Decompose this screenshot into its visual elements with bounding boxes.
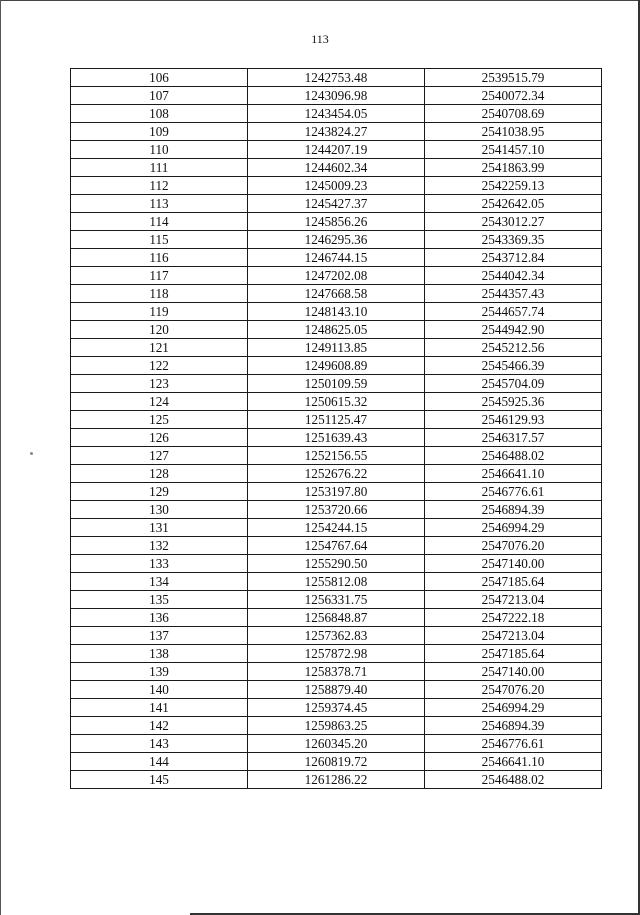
x-coordinate-cell: 1249113.85 xyxy=(248,339,425,357)
x-coordinate-cell: 1248625.05 xyxy=(248,321,425,339)
x-coordinate-cell: 1260819.72 xyxy=(248,753,425,771)
y-coordinate-cell: 2546776.61 xyxy=(425,735,602,753)
table-row xyxy=(71,339,602,357)
table-row xyxy=(71,717,602,735)
y-coordinate-cell: 2547140.00 xyxy=(425,555,602,573)
y-coordinate-cell: 2547213.04 xyxy=(425,591,602,609)
y-coordinate-cell: 2544042.34 xyxy=(425,267,602,285)
table-row xyxy=(71,285,602,303)
point-number-cell: 129 xyxy=(71,483,248,501)
point-number-cell: 122 xyxy=(71,357,248,375)
x-coordinate-cell: 1256331.75 xyxy=(248,591,425,609)
x-coordinate-cell: 1258879.40 xyxy=(248,681,425,699)
x-coordinate-cell: 1261286.22 xyxy=(248,771,425,789)
y-coordinate-cell: 2544942.90 xyxy=(425,321,602,339)
x-coordinate-cell: 1251639.43 xyxy=(248,429,425,447)
x-coordinate-cell: 1247202.08 xyxy=(248,267,425,285)
table-row xyxy=(71,699,602,717)
table-row xyxy=(71,663,602,681)
point-number-cell: 136 xyxy=(71,609,248,627)
point-number-cell: 109 xyxy=(71,123,248,141)
y-coordinate-cell: 2547185.64 xyxy=(425,645,602,663)
y-coordinate-cell: 2546894.39 xyxy=(425,717,602,735)
table-row xyxy=(71,411,602,429)
table-row xyxy=(71,537,602,555)
x-coordinate-cell: 1243824.27 xyxy=(248,123,425,141)
x-coordinate-cell: 1254767.64 xyxy=(248,537,425,555)
y-coordinate-cell: 2546641.10 xyxy=(425,465,602,483)
table-row xyxy=(71,753,602,771)
x-coordinate-cell: 1255812.08 xyxy=(248,573,425,591)
x-coordinate-cell: 1251125.47 xyxy=(248,411,425,429)
point-number-cell: 134 xyxy=(71,573,248,591)
table-row xyxy=(71,213,602,231)
y-coordinate-cell: 2547076.20 xyxy=(425,537,602,555)
y-coordinate-cell: 2546488.02 xyxy=(425,771,602,789)
point-number-cell: 128 xyxy=(71,465,248,483)
x-coordinate-cell: 1258378.71 xyxy=(248,663,425,681)
x-coordinate-cell: 1252676.22 xyxy=(248,465,425,483)
y-coordinate-cell: 2541038.95 xyxy=(425,123,602,141)
table-row xyxy=(71,645,602,663)
x-coordinate-cell: 1259863.25 xyxy=(248,717,425,735)
table-row xyxy=(71,87,602,105)
table-row xyxy=(71,627,602,645)
coordinates-table-body xyxy=(71,69,602,789)
x-coordinate-cell: 1260345.20 xyxy=(248,735,425,753)
table-row xyxy=(71,591,602,609)
page-border-left xyxy=(0,0,1,915)
x-coordinate-cell: 1244207.19 xyxy=(248,141,425,159)
y-coordinate-cell: 2545466.39 xyxy=(425,357,602,375)
x-coordinate-cell: 1257872.98 xyxy=(248,645,425,663)
table-row xyxy=(71,177,602,195)
x-coordinate-cell: 1248143.10 xyxy=(248,303,425,321)
point-number-cell: 108 xyxy=(71,105,248,123)
y-coordinate-cell: 2542259.13 xyxy=(425,177,602,195)
y-coordinate-cell: 2547185.64 xyxy=(425,573,602,591)
table-row xyxy=(71,501,602,519)
point-number-cell: 113 xyxy=(71,195,248,213)
point-number-cell: 125 xyxy=(71,411,248,429)
y-coordinate-cell: 2546129.93 xyxy=(425,411,602,429)
y-coordinate-cell: 2545925.36 xyxy=(425,393,602,411)
y-coordinate-cell: 2544657.74 xyxy=(425,303,602,321)
table-row xyxy=(71,573,602,591)
point-number-cell: 135 xyxy=(71,591,248,609)
y-coordinate-cell: 2545212.56 xyxy=(425,339,602,357)
table-row xyxy=(71,105,602,123)
point-number-cell: 133 xyxy=(71,555,248,573)
point-number-cell: 115 xyxy=(71,231,248,249)
x-coordinate-cell: 1244602.34 xyxy=(248,159,425,177)
y-coordinate-cell: 2543012.27 xyxy=(425,213,602,231)
coordinates-table xyxy=(70,68,602,789)
point-number-cell: 120 xyxy=(71,321,248,339)
point-number-cell: 116 xyxy=(71,249,248,267)
x-coordinate-cell: 1257362.83 xyxy=(248,627,425,645)
y-coordinate-cell: 2541457.10 xyxy=(425,141,602,159)
x-coordinate-cell: 1243096.98 xyxy=(248,87,425,105)
point-number-cell: 137 xyxy=(71,627,248,645)
point-number-cell: 123 xyxy=(71,375,248,393)
point-number-cell: 121 xyxy=(71,339,248,357)
y-coordinate-cell: 2546488.02 xyxy=(425,447,602,465)
x-coordinate-cell: 1256848.87 xyxy=(248,609,425,627)
y-coordinate-cell: 2545704.09 xyxy=(425,375,602,393)
y-coordinate-cell: 2547222.18 xyxy=(425,609,602,627)
table-row xyxy=(71,429,602,447)
point-number-cell: 140 xyxy=(71,681,248,699)
table-row xyxy=(71,231,602,249)
point-number-cell: 107 xyxy=(71,87,248,105)
y-coordinate-cell: 2540072.34 xyxy=(425,87,602,105)
table-row xyxy=(71,393,602,411)
table-row xyxy=(71,159,602,177)
table-row xyxy=(71,735,602,753)
y-coordinate-cell: 2546641.10 xyxy=(425,753,602,771)
y-coordinate-cell: 2541863.99 xyxy=(425,159,602,177)
x-coordinate-cell: 1259374.45 xyxy=(248,699,425,717)
x-coordinate-cell: 1246295.36 xyxy=(248,231,425,249)
table-row xyxy=(71,375,602,393)
table-row xyxy=(71,465,602,483)
x-coordinate-cell: 1243454.05 xyxy=(248,105,425,123)
point-number-cell: 138 xyxy=(71,645,248,663)
point-number-cell: 110 xyxy=(71,141,248,159)
x-coordinate-cell: 1246744.15 xyxy=(248,249,425,267)
y-coordinate-cell: 2544357.43 xyxy=(425,285,602,303)
table-row xyxy=(71,141,602,159)
y-coordinate-cell: 2540708.69 xyxy=(425,105,602,123)
y-coordinate-cell: 2543712.84 xyxy=(425,249,602,267)
point-number-cell: 124 xyxy=(71,393,248,411)
table-row xyxy=(71,69,602,87)
y-coordinate-cell: 2547140.00 xyxy=(425,663,602,681)
table-row xyxy=(71,267,602,285)
point-number-cell: 131 xyxy=(71,519,248,537)
x-coordinate-cell: 1249608.89 xyxy=(248,357,425,375)
y-coordinate-cell: 2539515.79 xyxy=(425,69,602,87)
table-row xyxy=(71,447,602,465)
y-coordinate-cell: 2546776.61 xyxy=(425,483,602,501)
point-number-cell: 119 xyxy=(71,303,248,321)
y-coordinate-cell: 2546994.29 xyxy=(425,519,602,537)
point-number-cell: 143 xyxy=(71,735,248,753)
point-number-cell: 132 xyxy=(71,537,248,555)
table-row xyxy=(71,123,602,141)
point-number-cell: 144 xyxy=(71,753,248,771)
point-number-cell: 114 xyxy=(71,213,248,231)
table-row xyxy=(71,357,602,375)
point-number-cell: 145 xyxy=(71,771,248,789)
point-number-cell: 142 xyxy=(71,717,248,735)
x-coordinate-cell: 1253720.66 xyxy=(248,501,425,519)
x-coordinate-cell: 1245856.26 xyxy=(248,213,425,231)
table-row xyxy=(71,519,602,537)
point-number-cell: 111 xyxy=(71,159,248,177)
y-coordinate-cell: 2543369.35 xyxy=(425,231,602,249)
point-number-cell: 126 xyxy=(71,429,248,447)
x-coordinate-cell: 1250615.32 xyxy=(248,393,425,411)
point-number-cell: 106 xyxy=(71,69,248,87)
x-coordinate-cell: 1245009.23 xyxy=(248,177,425,195)
x-coordinate-cell: 1255290.50 xyxy=(248,555,425,573)
y-coordinate-cell: 2546317.57 xyxy=(425,429,602,447)
y-coordinate-cell: 2547076.20 xyxy=(425,681,602,699)
table-row xyxy=(71,771,602,789)
margin-mark xyxy=(30,452,33,455)
y-coordinate-cell: 2542642.05 xyxy=(425,195,602,213)
point-number-cell: 118 xyxy=(71,285,248,303)
point-number-cell: 112 xyxy=(71,177,248,195)
page-border-top xyxy=(0,0,640,1)
x-coordinate-cell: 1247668.58 xyxy=(248,285,425,303)
x-coordinate-cell: 1242753.48 xyxy=(248,69,425,87)
point-number-cell: 117 xyxy=(71,267,248,285)
x-coordinate-cell: 1250109.59 xyxy=(248,375,425,393)
y-coordinate-cell: 2546894.39 xyxy=(425,501,602,519)
x-coordinate-cell: 1253197.80 xyxy=(248,483,425,501)
y-coordinate-cell: 2547213.04 xyxy=(425,627,602,645)
point-number-cell: 139 xyxy=(71,663,248,681)
table-row xyxy=(71,195,602,213)
x-coordinate-cell: 1254244.15 xyxy=(248,519,425,537)
x-coordinate-cell: 1252156.55 xyxy=(248,447,425,465)
table-row xyxy=(71,681,602,699)
x-coordinate-cell: 1245427.37 xyxy=(248,195,425,213)
point-number-cell: 130 xyxy=(71,501,248,519)
table-row xyxy=(71,609,602,627)
table-row xyxy=(71,321,602,339)
y-coordinate-cell: 2546994.29 xyxy=(425,699,602,717)
table-row xyxy=(71,555,602,573)
page-number: 113 xyxy=(311,32,329,46)
table-row xyxy=(71,303,602,321)
point-number-cell: 127 xyxy=(71,447,248,465)
table-row xyxy=(71,483,602,501)
table-row xyxy=(71,249,602,267)
point-number-cell: 141 xyxy=(71,699,248,717)
